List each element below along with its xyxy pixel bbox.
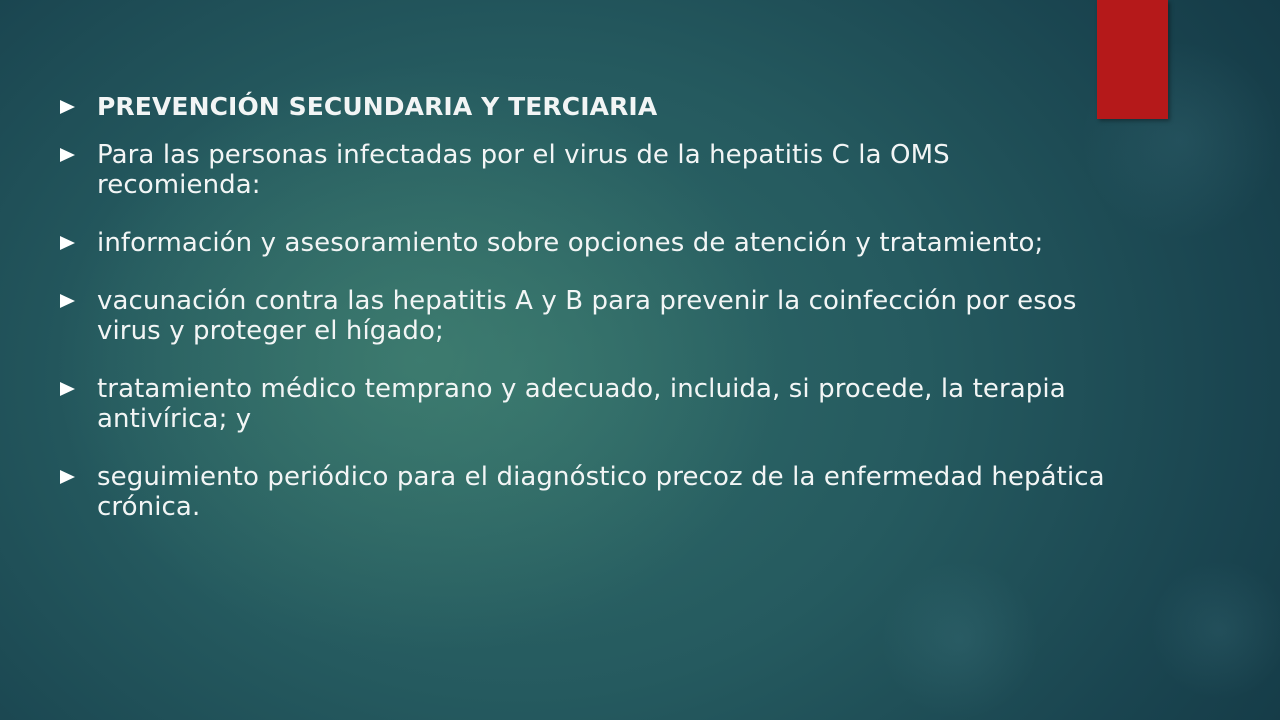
bullet-text: PREVENCIÓN SECUNDARIA Y TERCIARIA (97, 92, 658, 121)
decorative-bokeh (880, 560, 1040, 720)
bullet-item-heading (60, 92, 1120, 122)
decorative-bokeh (1150, 560, 1280, 700)
bullet-list (60, 92, 1120, 550)
bullet-item (60, 462, 1120, 522)
triangle-arrow-icon (60, 236, 75, 250)
bullet-text: vacunación contra las hepatitis A y B para prevenir la coinfección por esos virus y proteger el hígado; (97, 286, 1077, 346)
triangle-arrow-icon (60, 470, 75, 484)
triangle-arrow-icon (60, 382, 75, 396)
triangle-arrow-icon (60, 100, 75, 114)
bullet-item (60, 286, 1120, 346)
bullet-text: seguimiento periódico para el diagnóstico precoz de la enfermedad hepática crónica. (97, 462, 1105, 522)
bullet-item (60, 140, 1120, 200)
bullet-item (60, 228, 1120, 258)
bullet-text: tratamiento médico temprano y adecuado, incluida, si procede, la terapia antivírica; y (97, 374, 1066, 434)
triangle-arrow-icon (60, 148, 75, 162)
bullet-text: información y asesoramiento sobre opciones de atención y tratamiento; (97, 228, 1044, 258)
bullet-text: Para las personas infectadas por el virus de la hepatitis C la OMS recomienda: (97, 140, 950, 200)
bullet-item (60, 374, 1120, 434)
triangle-arrow-icon (60, 294, 75, 308)
